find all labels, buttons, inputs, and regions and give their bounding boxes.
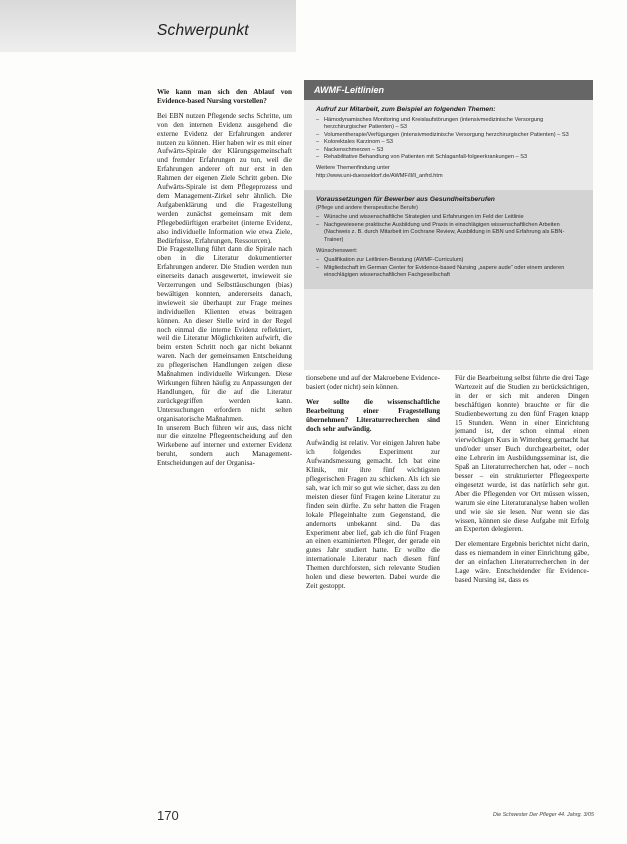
text-column-1 (157, 88, 292, 468)
box-title: AWMF-Leitlinien (304, 80, 593, 100)
paragraph: Bei EBN nutzen Pflegende sechs Schritte, um von den internen Evidenz ausgehend die externe Evidenz der Erfahrungen anderer nutzen zu können. Hier haben wir es mit einer Aufwärts-Spirale der Klärungsgemeinschaft und fremder Erfahrungen zu tun, weil die Erfahrungen anderer oft nur erst in den Rahmen der eigenen Ziele Schritt geben. Die Aufwärts-Spirale ist dem Pflegeprozess und dem Management-Zirkel sehr ähnlich. Die Aufgabenklärung und die Fragestellung werden zunächst gemeinsam mit dem Pflegebedürftigen erarbeitet (interne Evidenz, also individuelle Information wie etwa Ziele, Bedürfnisse, Erfahrungen, Ressourcen). (157, 111, 292, 245)
paragraph: Aufwändig ist relativ. Vor einigen Jahren habe ich folgendes Experiment zur Aufwandsmessung gemacht. Ich bat eine Klinik, mir ihre fünf wichtigsten pflegerischen Fragen zu schicken. Als ich sie sah, war ich mir so gut wie sicher, dass zu den meisten dieser fünf Fragen keine Literatur zu finden sein dürfte. Zu sehr hatten die Fragen lokale Pflegeinhalte zum Gegenstand, die andernorts unbekannt sind. Da das Experiment aber lief, gab ich die fünf Fragen an einen examinierten Pfleger, der gerade ein gutes Jahr studiert hatte. Er wollte die internationale Literatur nach diesen fünf Themen durchforsten, sich relevante Studien holen und diese bewerten. Dabei wurde die Zeit gestoppt. (306, 439, 440, 590)
text-column-3 (455, 374, 589, 585)
paragraph: tionsebene und auf der Makroebene Evidence-basiert (oder nicht) sein können. (306, 374, 440, 391)
call-title: Aufruf zur Mitarbeit, zum Beispiel an folgenden Themen: (316, 106, 496, 113)
paragraph: In unserem Buch führen wir aus, dass nicht nur die einzelne Pflegeentscheidung auf den Wirkebene auf interner und externer Evidenz beruht, sondern auch Management-Entscheidungen auf der Organisa- (157, 423, 292, 468)
desirable-label: Wünschenswert: (316, 247, 358, 254)
call-section (304, 100, 593, 186)
list-item: – Rehabilitative Behandlung von Patienten mit Schlaganfall-folgeerkrankungen – S3 (316, 154, 583, 162)
list-item: – Wünsche und wissenschaftliche Strategien und Erfahrungen im Feld der Leitlinie (316, 214, 583, 222)
paragraph: Die Fragestellung führt dann die Spirale nach oben in die Literatur dokumentierter Erfahrungen anderer. Die Studien werden nun einerseits danach ausgewertet, inwieweit sie Verzerrungen und Selbsttäuschungen (bias) bewältigen konnten, andererseits danach, inwieweit sie überhaupt zur Frage meines individuellen Klienten etwas beitragen können. An dieser Stelle wird in der Regel noch einmal die interne Evidenz reflektiert, weil die Literatur Möglichkeiten aufwirft, die beim ersten Schritt noch gar nicht bekannt waren. Nach der gemeinsamen Entscheidung zu pflegerischen Handlungen zeigen diese Maßnahmen individuelle Wirkungen. Diese Wirkungen führen häufig zu Anpassungen der Handlungen, für die auf die Literatur zurückgegriffen werden kann. Untersuchungen erfordern nicht selten organisatorische Maßnahmen. (157, 245, 292, 423)
desirable-list (316, 257, 583, 280)
requirements-list (316, 214, 583, 244)
requirements-section (304, 190, 593, 289)
header-band (0, 0, 296, 52)
requirements-title: Voraussetzungen für Bewerber aus Gesundheitsberufen (316, 196, 495, 204)
paragraph: Der elementare Ergebnis berichtet nicht darin, dass es niemandem in einer Einrichtung gäbe, der an einfachen Literaturrecherchen in der Lage wäre. Entscheidender für Evidence-based Nursing ist, dass es (455, 540, 589, 584)
text-column-2 (306, 374, 440, 591)
more-topics-label: Weitere Themenfindung unter (316, 165, 390, 172)
page-number: 170 (157, 808, 179, 823)
list-item: – Nackenschmerzen – S3 (316, 147, 583, 155)
paragraph: Für die Bearbeitung selbst führte die drei Tage Wartezeit auf die Studien zu berücksichtigen, in der er sich mit anderen Dingen beschäftigen konnte) brauchte er für die Studienbewertung zu den fünf Fragen knapp 15 Stunden. Wenn in einer Einrichtung jemand ist, der schon einmal einen vierwöchigen Kurs in Wittenberg gemacht hat und/oder unser Buch durchgearbeitet, oder eine Lehrerin im Ausbildungsseminar ist, die Spaß an Literaturrecherchen hat, oder – noch besser – ein strukturierter Pflegeexperte eingesetzt wurde, ist das natürlich sehr gut. Aber die Pflegenden vor Ort müssen wissen, warum sie eine Literaturanalyse haben wollen und wie sie sie lesen. Nur wenn sie das wissen, können sie diese Aufgabe mit Erfolg an Experten delegieren. (455, 374, 589, 534)
journal-footer: Die Schwester Der Pfleger 44. Jahrg. 3/05 (493, 812, 594, 818)
requirements-subtitle: (Pflege und andere therapeutische Berufe) (316, 204, 418, 211)
awmf-guidelines-box (304, 80, 593, 370)
topic-list (316, 117, 583, 163)
interview-question: Wie kann man sich den Ablauf von Evidence-based Nursing vorstellen? (157, 88, 292, 105)
interview-question: Wer sollte die wissenschaftliche Bearbeitung einer Fragestellung übernehmen? Literaturrecherchen sind doch sehr aufwändig. (306, 397, 440, 433)
list-item: – Volumentherapie/Verfügungen (intensivmedizinische Versorgung herzchirurgischer Patienten) – S3 (316, 132, 583, 140)
list-item: – Qualifikation zur Leitlinien-Beratung (AWMF-Curriculum) (316, 257, 583, 265)
list-item: – Hämodynamisches Monitoring und Kreislaufstörungen (intensivmedizinische Versorgung herzchirurgischer Patienten) – S3 (316, 117, 583, 132)
list-item: – Mitgliedschaft im German Center for Evidence-based Nursing „sapere aude“ oder einem anderen einschlägigen wissenschaftlichen Fachgesellschaft (316, 265, 583, 280)
list-item: – Kolorektales Karzinom – S3 (316, 139, 583, 147)
section-title: Schwerpunkt (157, 22, 249, 39)
list-item: – Nachgewiesene praktische Ausbildung und Praxis in einschlägigen wissenschaftlichen Arbeiten (Nachweis z. B. durch Mitarbeit im Cochrane Review, Ausbildung in EBN und Erfahrung als EBN-Trainer) (316, 222, 583, 245)
awmf-link[interactable]: http://www.uni-duesseldorf.de/AWMF/ll/ll_anfrd.htm (316, 172, 443, 179)
